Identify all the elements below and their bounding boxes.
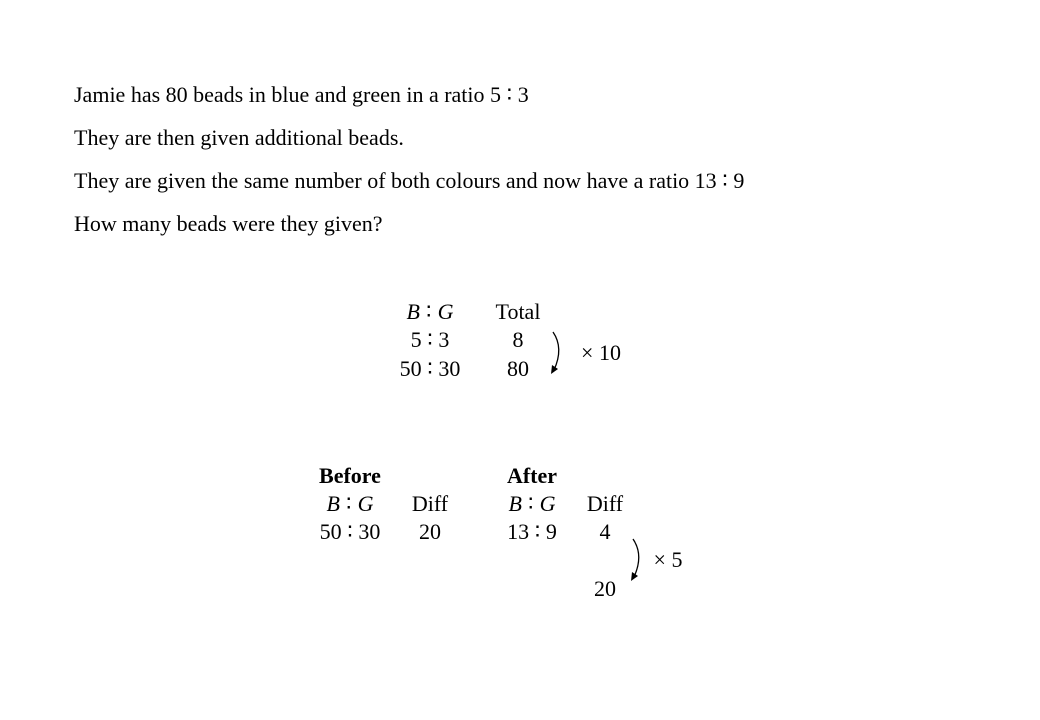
after-ratio-header [508,491,555,517]
table1-total-header: Total [495,299,541,324]
problem-line-2: They are then given additional beads. [74,125,404,150]
before-header-b: B [326,491,340,516]
after-multiplier: × 5 [653,547,683,572]
problem-line-1: Jamie has 80 beads in blue and green in a ratio 5 ∶ 3 [74,82,529,107]
before-ratio: 50 ∶ 30 [319,519,381,544]
table1-row2-ratio: 50 ∶ 30 [399,356,461,381]
table1-row1-ratio: 5 ∶ 3 [410,327,450,352]
table1-row1-total: 8 [512,327,524,352]
before-header-colon: ∶ [345,491,352,516]
after-header-b: B [508,491,522,516]
after-diff: 4 [599,519,611,544]
problem-line-4: How many beads were they given? [74,211,383,236]
table1-row2-total: 80 [507,356,529,381]
after-header-colon: ∶ [527,491,534,516]
problem-line-3: They are given the same number of both colours and now have a ratio 13 ∶ 9 [74,168,745,193]
table1-multiplier: × 10 [581,340,621,365]
before-header-g: G [357,491,374,516]
before-title: Before [319,463,381,488]
table1-ratio-header [406,299,453,325]
table1-header-g: G [437,299,454,324]
before-ratio-header [326,491,373,517]
curved-arrow-icon [544,330,568,378]
before-diff-header: Diff [411,491,449,516]
before-diff: 20 [419,519,441,544]
table1-header-colon: ∶ [425,299,432,324]
after-title: After [506,463,558,488]
after-ratio: 13 ∶ 9 [507,519,557,544]
after-header-g: G [539,491,556,516]
table1-header-b: B [406,299,420,324]
after-diff-header: Diff [586,491,624,516]
after-result: 20 [594,576,616,601]
curved-arrow-icon [624,537,648,585]
